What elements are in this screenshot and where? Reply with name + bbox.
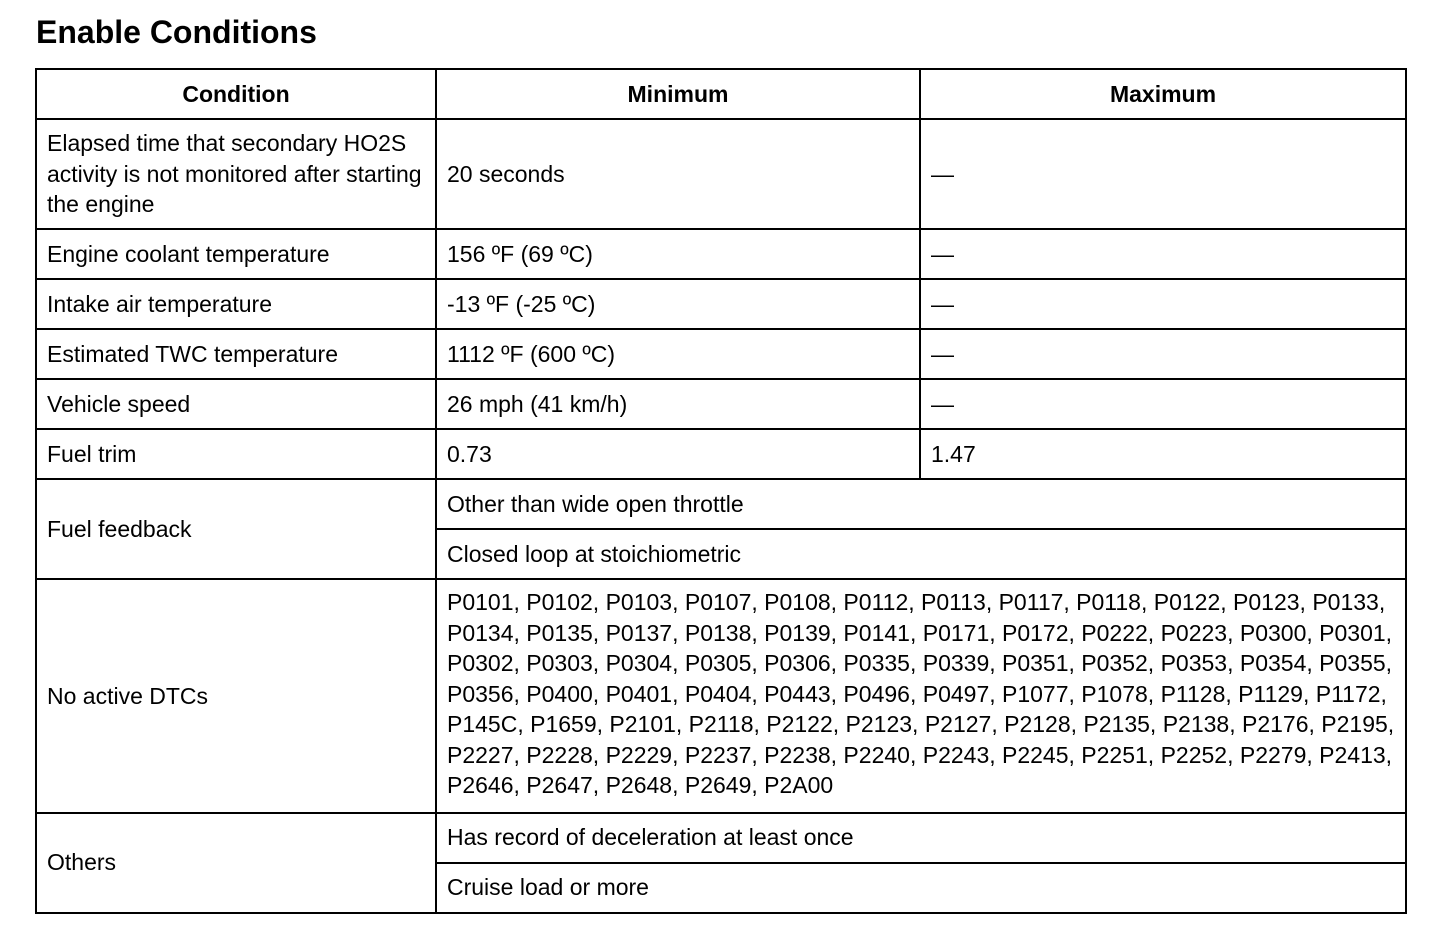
table-row (36, 579, 1406, 813)
maximum-cell: — (920, 229, 1406, 279)
enable-conditions-table (35, 68, 1407, 914)
condition-cell: Vehicle speed (36, 379, 436, 429)
table-row (36, 429, 1406, 479)
table-row (36, 229, 1406, 279)
condition-cell: Fuel feedback (36, 479, 436, 579)
condition-cell: Fuel trim (36, 429, 436, 479)
merged-value-cell: Cruise load or more (436, 863, 1406, 913)
page-title: Enable Conditions (36, 14, 317, 50)
maximum-cell: — (920, 119, 1406, 229)
maximum-cell: — (920, 279, 1406, 329)
merged-value-cell: Other than wide open throttle (436, 479, 1406, 529)
minimum-cell: -13 ºF (-25 ºC) (436, 279, 920, 329)
condition-cell: Intake air temperature (36, 279, 436, 329)
condition-cell: Elapsed time that secondary HO2S activity is not monitored after starting the engine (36, 119, 436, 229)
table-row (36, 479, 1406, 529)
table-row (36, 119, 1406, 229)
header-condition: Condition (36, 69, 436, 119)
minimum-cell: 26 mph (41 km/h) (436, 379, 920, 429)
minimum-cell: 156 ºF (69 ºC) (436, 229, 920, 279)
condition-cell: Others (36, 813, 436, 913)
merged-value-cell: Has record of deceleration at least once (436, 813, 1406, 863)
dtc-list-cell: P0101, P0102, P0103, P0107, P0108, P0112, P0113, P0117, P0118, P0122, P0123, P0133, P0134, P0135, P0137, P0138, P0139, P0141, P0171, P0172, P0222, P0223, P0300, P0301, P0302, P0303, P0304, P0305, P0306, P0335, P0339, P0351, P0352, P0353, P0354, P0355, P0356, P0400, P0401, P0404, P0443, P0496, P0497, P1077, P1078, P1128, P1129, P1172, P145C, P1659, P2101, P2118, P2122, P2123, P2127, P2128, P2135, P2138, P2176, P2195, P2227, P2228, P2229, P2237, P2238, P2240, P2243, P2245, P2251, P2252, P2279, P2413, P2646, P2647, P2648, P2649, P2A00 (436, 579, 1406, 813)
maximum-cell: 1.47 (920, 429, 1406, 479)
maximum-cell: — (920, 329, 1406, 379)
table-row (36, 813, 1406, 863)
condition-cell: Estimated TWC temperature (36, 329, 436, 379)
minimum-cell: 0.73 (436, 429, 920, 479)
minimum-cell: 1112 ºF (600 ºC) (436, 329, 920, 379)
minimum-cell: 20 seconds (436, 119, 920, 229)
condition-cell: Engine coolant temperature (36, 229, 436, 279)
table-row (36, 329, 1406, 379)
condition-cell: No active DTCs (36, 579, 436, 813)
table-header-row (36, 69, 1406, 119)
maximum-cell: — (920, 379, 1406, 429)
header-minimum: Minimum (436, 69, 920, 119)
table-row (36, 379, 1406, 429)
header-maximum: Maximum (920, 69, 1406, 119)
merged-value-cell: Closed loop at stoichiometric (436, 529, 1406, 579)
table-row (36, 279, 1406, 329)
